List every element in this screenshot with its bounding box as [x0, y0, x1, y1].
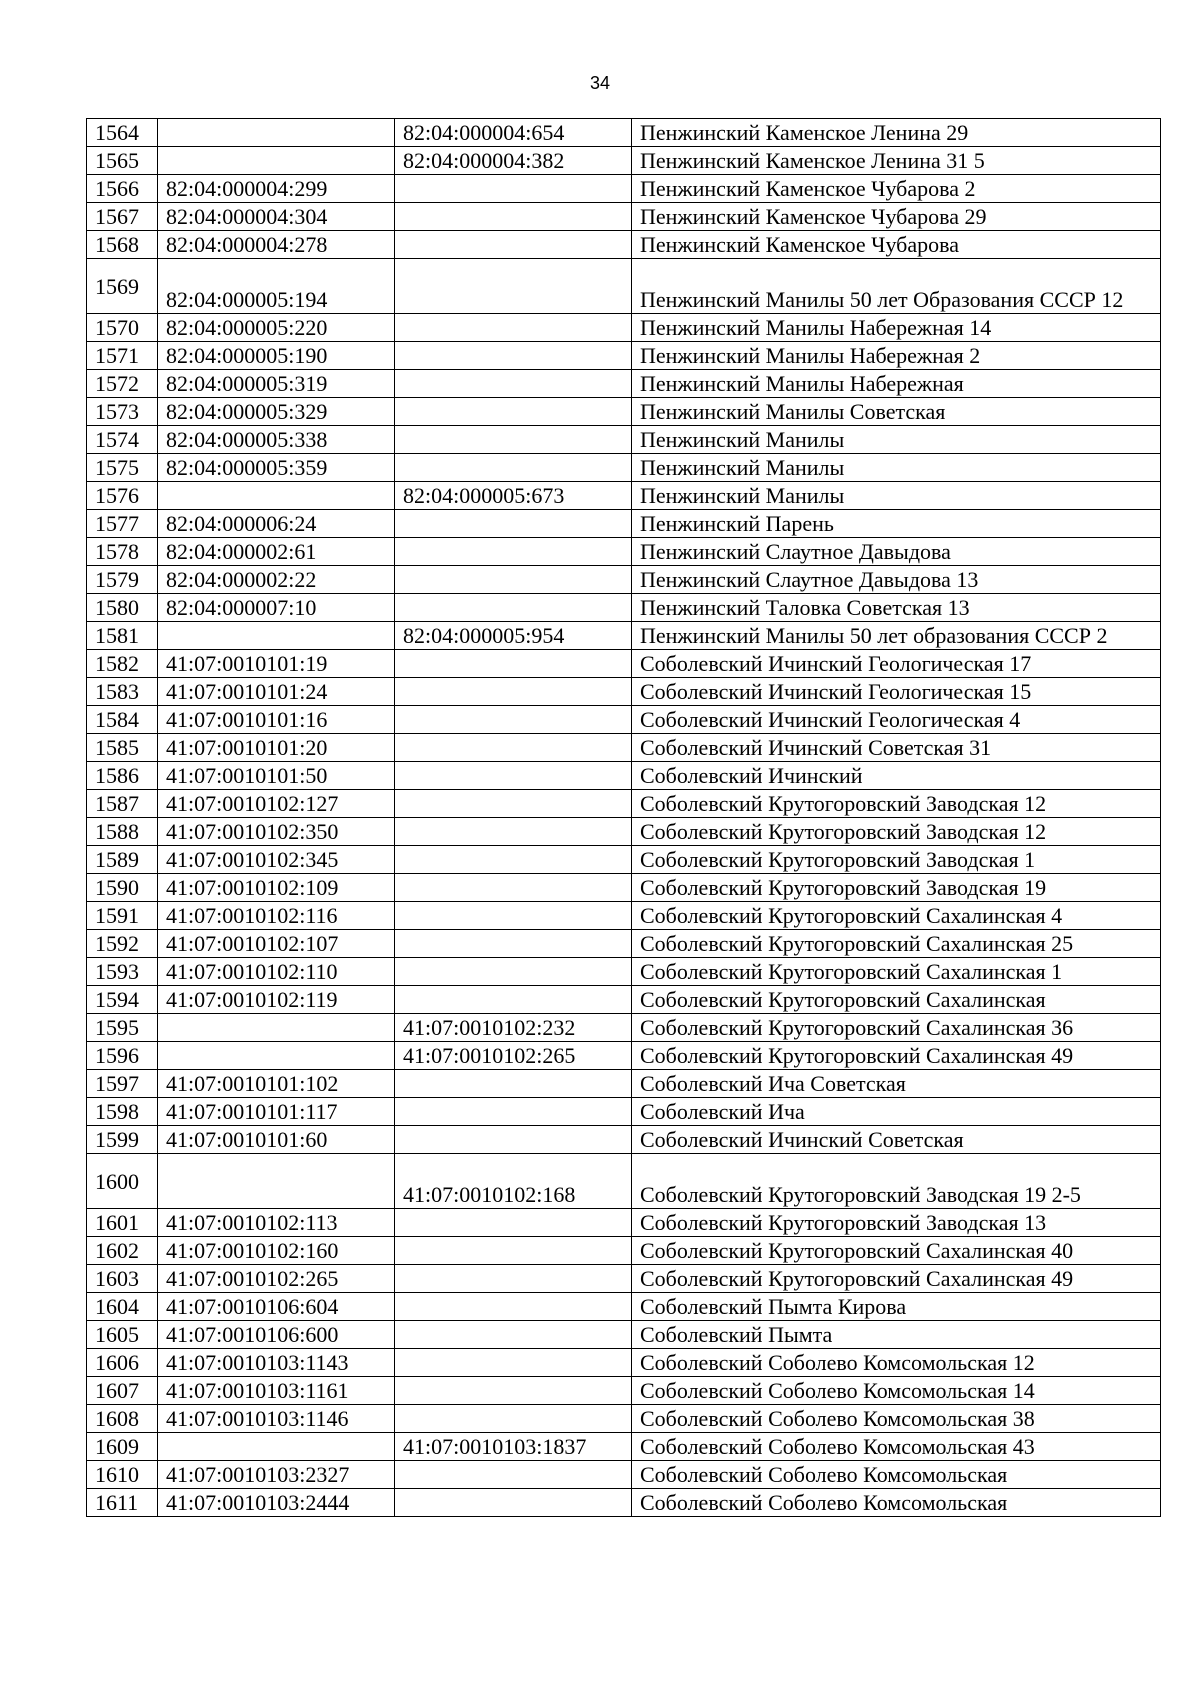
cadastral-number-alt-cell: 41:07:0010102:232 [395, 1014, 632, 1042]
cadastral-number-cell: 41:07:0010102:113 [158, 1209, 395, 1237]
cadastral-number-alt-cell [395, 650, 632, 678]
cadastral-number-alt-cell [395, 510, 632, 538]
cadastral-number-alt-cell [395, 1126, 632, 1154]
row-number-cell: 1610 [87, 1461, 158, 1489]
row-number-cell: 1599 [87, 1126, 158, 1154]
cadastral-number-cell: 41:07:0010102:350 [158, 818, 395, 846]
table-row [87, 986, 1161, 1014]
cadastral-number-cell: 82:04:000005:319 [158, 370, 395, 398]
address-cell: Соболевский Крутогоровский Заводская 19 2-5 [632, 1154, 1161, 1209]
address-cell: Пенжинский Манилы [632, 426, 1161, 454]
row-number-cell: 1589 [87, 846, 158, 874]
cadastral-number-cell [158, 1014, 395, 1042]
table-row [87, 1349, 1161, 1377]
table-row [87, 538, 1161, 566]
address-cell: Соболевский Ичинский Геологическая 17 [632, 650, 1161, 678]
row-number-cell: 1605 [87, 1321, 158, 1349]
row-number-cell: 1575 [87, 454, 158, 482]
cadastral-number-cell: 41:07:0010102:265 [158, 1265, 395, 1293]
address-cell: Соболевский Ичинский Геологическая 15 [632, 678, 1161, 706]
cadastral-number-alt-cell [395, 1405, 632, 1433]
cadastral-number-cell [158, 1042, 395, 1070]
address-cell: Пенжинский Манилы [632, 482, 1161, 510]
row-number-cell: 1572 [87, 370, 158, 398]
row-number-cell: 1590 [87, 874, 158, 902]
address-cell: Пенжинский Каменское Чубарова 2 [632, 175, 1161, 203]
cadastral-number-alt-cell [395, 1321, 632, 1349]
cadastral-number-cell: 41:07:0010102:160 [158, 1237, 395, 1265]
table-row [87, 370, 1161, 398]
cadastral-number-alt-cell [395, 259, 632, 314]
table-row [87, 1377, 1161, 1405]
cadastral-number-alt-cell [395, 902, 632, 930]
row-number-cell: 1598 [87, 1098, 158, 1126]
page-number: 34 [589, 73, 611, 93]
address-cell: Пенжинский Манилы Набережная 14 [632, 314, 1161, 342]
cadastral-number-cell: 82:04:000007:10 [158, 594, 395, 622]
cadastral-number-alt-cell [395, 1237, 632, 1265]
table-row [87, 846, 1161, 874]
row-number-cell: 1565 [87, 147, 158, 175]
cadastral-number-alt-cell [395, 314, 632, 342]
table-row [87, 314, 1161, 342]
row-number-cell: 1574 [87, 426, 158, 454]
address-cell: Соболевский Крутогоровский Сахалинская 36 [632, 1014, 1161, 1042]
table-row [87, 454, 1161, 482]
row-number-cell: 1611 [87, 1489, 158, 1517]
cadastral-number-alt-cell [395, 1461, 632, 1489]
address-cell: Пенжинский Манилы Набережная [632, 370, 1161, 398]
row-number-cell: 1601 [87, 1209, 158, 1237]
cadastral-number-alt-cell [395, 846, 632, 874]
address-cell: Соболевский Соболево Комсомольская 14 [632, 1377, 1161, 1405]
cadastral-number-alt-cell [395, 1377, 632, 1405]
cadastral-number-cell: 41:07:0010103:2444 [158, 1489, 395, 1517]
cadastral-number-cell: 41:07:0010102:109 [158, 874, 395, 902]
table-row [87, 678, 1161, 706]
cadastral-number-cell: 82:04:000006:24 [158, 510, 395, 538]
cadastral-number-cell [158, 1433, 395, 1461]
row-number-cell: 1600 [87, 1154, 158, 1209]
cadastral-number-cell: 82:04:000004:304 [158, 203, 395, 231]
row-number-cell: 1566 [87, 175, 158, 203]
cadastral-number-cell: 41:07:0010101:16 [158, 706, 395, 734]
row-number-cell: 1583 [87, 678, 158, 706]
cadastral-number-cell [158, 147, 395, 175]
table-row [87, 426, 1161, 454]
cadastral-number-cell: 41:07:0010102:127 [158, 790, 395, 818]
row-number-cell: 1573 [87, 398, 158, 426]
cadastral-number-alt-cell [395, 1265, 632, 1293]
cadastral-number-cell: 82:04:000004:299 [158, 175, 395, 203]
table-row [87, 342, 1161, 370]
table-row [87, 874, 1161, 902]
cadastral-number-cell: 41:07:0010101:102 [158, 1070, 395, 1098]
table-row [87, 231, 1161, 259]
row-number-cell: 1570 [87, 314, 158, 342]
address-cell: Соболевский Соболево Комсомольская 43 [632, 1433, 1161, 1461]
cadastral-number-alt-cell [395, 706, 632, 734]
cadastral-number-alt-cell [395, 175, 632, 203]
address-cell: Пенжинский Манилы 50 лет Образования СССР 12 [632, 259, 1161, 314]
table-row [87, 1098, 1161, 1126]
table-row [87, 1070, 1161, 1098]
cadastral-number-alt-cell: 82:04:000004:382 [395, 147, 632, 175]
address-cell: Пенжинский Каменское Чубарова [632, 231, 1161, 259]
table-row [87, 1433, 1161, 1461]
row-number-cell: 1602 [87, 1237, 158, 1265]
cadastral-number-alt-cell [395, 1489, 632, 1517]
address-cell: Соболевский Крутогоровский Сахалинская 25 [632, 930, 1161, 958]
cadastral-number-alt-cell [395, 1070, 632, 1098]
cadastral-number-alt-cell [395, 1349, 632, 1377]
address-cell: Соболевский Крутогоровский Сахалинская 49 [632, 1042, 1161, 1070]
table-row [87, 594, 1161, 622]
row-number-cell: 1582 [87, 650, 158, 678]
address-cell: Соболевский Крутогоровский Сахалинская 40 [632, 1237, 1161, 1265]
table-row [87, 1014, 1161, 1042]
cadastral-number-alt-cell: 82:04:000005:954 [395, 622, 632, 650]
table-row [87, 1489, 1161, 1517]
cadastral-number-cell: 41:07:0010101:19 [158, 650, 395, 678]
cadastral-number-alt-cell [395, 342, 632, 370]
cadastral-number-cell: 82:04:000005:329 [158, 398, 395, 426]
table-row [87, 482, 1161, 510]
address-cell: Соболевский Ича Советская [632, 1070, 1161, 1098]
row-number-cell: 1593 [87, 958, 158, 986]
registry-table [86, 118, 1161, 1517]
row-number-cell: 1592 [87, 930, 158, 958]
address-cell: Соболевский Пымта Кирова [632, 1293, 1161, 1321]
table-row [87, 259, 1161, 314]
cadastral-number-alt-cell [395, 958, 632, 986]
row-number-cell: 1564 [87, 119, 158, 147]
address-cell: Соболевский Соболево Комсомольская [632, 1489, 1161, 1517]
cadastral-number-alt-cell [395, 986, 632, 1014]
cadastral-number-alt-cell [395, 231, 632, 259]
address-cell: Пенжинский Каменское Ленина 29 [632, 119, 1161, 147]
cadastral-number-cell: 41:07:0010106:600 [158, 1321, 395, 1349]
table-row [87, 790, 1161, 818]
row-number-cell: 1578 [87, 538, 158, 566]
row-number-cell: 1581 [87, 622, 158, 650]
table-row [87, 175, 1161, 203]
address-cell: Пенжинский Манилы [632, 454, 1161, 482]
table-row [87, 119, 1161, 147]
address-cell: Пенжинский Каменское Чубарова 29 [632, 203, 1161, 231]
row-number-cell: 1591 [87, 902, 158, 930]
cadastral-number-alt-cell [395, 1209, 632, 1237]
row-number-cell: 1568 [87, 231, 158, 259]
cadastral-number-alt-cell [395, 1098, 632, 1126]
cadastral-number-cell: 82:04:000005:338 [158, 426, 395, 454]
cadastral-number-cell: 41:07:0010102:116 [158, 902, 395, 930]
cadastral-number-cell: 41:07:0010101:20 [158, 734, 395, 762]
cadastral-number-cell [158, 119, 395, 147]
row-number-cell: 1594 [87, 986, 158, 1014]
cadastral-number-cell [158, 1154, 395, 1209]
cadastral-number-cell: 41:07:0010101:50 [158, 762, 395, 790]
cadastral-number-cell: 41:07:0010102:119 [158, 986, 395, 1014]
address-cell: Соболевский Ича [632, 1098, 1161, 1126]
row-number-cell: 1597 [87, 1070, 158, 1098]
address-cell: Соболевский Ичинский Советская 31 [632, 734, 1161, 762]
cadastral-number-alt-cell [395, 762, 632, 790]
row-number-cell: 1580 [87, 594, 158, 622]
address-cell: Пенжинский Каменское Ленина 31 5 [632, 147, 1161, 175]
cadastral-number-alt-cell [395, 818, 632, 846]
address-cell: Пенжинский Слаутное Давыдова [632, 538, 1161, 566]
row-number-cell: 1595 [87, 1014, 158, 1042]
address-cell: Соболевский Крутогоровский Заводская 13 [632, 1209, 1161, 1237]
table-row [87, 1237, 1161, 1265]
table-row [87, 706, 1161, 734]
cadastral-number-cell: 82:04:000005:359 [158, 454, 395, 482]
table-row [87, 1293, 1161, 1321]
table-row [87, 1042, 1161, 1070]
table-row [87, 1321, 1161, 1349]
cadastral-number-alt-cell [395, 538, 632, 566]
cadastral-number-alt-cell: 41:07:0010102:168 [395, 1154, 632, 1209]
address-cell: Пенжинский Манилы 50 лет образования СССР 2 [632, 622, 1161, 650]
row-number-cell: 1606 [87, 1349, 158, 1377]
row-number-cell: 1569 [87, 259, 158, 314]
table-row [87, 510, 1161, 538]
table-row [87, 147, 1161, 175]
cadastral-number-cell [158, 622, 395, 650]
cadastral-number-cell: 41:07:0010103:1146 [158, 1405, 395, 1433]
cadastral-number-alt-cell [395, 1293, 632, 1321]
address-cell: Соболевский Крутогоровский Сахалинская 1 [632, 958, 1161, 986]
row-number-cell: 1588 [87, 818, 158, 846]
row-number-cell: 1603 [87, 1265, 158, 1293]
cadastral-number-alt-cell: 41:07:0010103:1837 [395, 1433, 632, 1461]
cadastral-number-alt-cell: 41:07:0010102:265 [395, 1042, 632, 1070]
cadastral-number-cell: 82:04:000005:220 [158, 314, 395, 342]
cadastral-number-cell: 82:04:000002:61 [158, 538, 395, 566]
address-cell: Соболевский Крутогоровский Заводская 19 [632, 874, 1161, 902]
row-number-cell: 1577 [87, 510, 158, 538]
cadastral-number-alt-cell [395, 203, 632, 231]
table-row [87, 1154, 1161, 1209]
cadastral-number-cell: 82:04:000002:22 [158, 566, 395, 594]
cadastral-number-alt-cell [395, 874, 632, 902]
table-row [87, 1265, 1161, 1293]
cadastral-number-cell: 82:04:000005:190 [158, 342, 395, 370]
table-row [87, 818, 1161, 846]
cadastral-number-cell: 41:07:0010101:117 [158, 1098, 395, 1126]
address-cell: Соболевский Крутогоровский Сахалинская 4 [632, 902, 1161, 930]
table-row [87, 1461, 1161, 1489]
address-cell: Соболевский Ичинский [632, 762, 1161, 790]
cadastral-number-alt-cell [395, 678, 632, 706]
cadastral-number-cell: 41:07:0010102:107 [158, 930, 395, 958]
table-row [87, 650, 1161, 678]
cadastral-number-alt-cell [395, 594, 632, 622]
cadastral-number-alt-cell [395, 426, 632, 454]
table-row [87, 734, 1161, 762]
cadastral-number-alt-cell [395, 790, 632, 818]
row-number-cell: 1567 [87, 203, 158, 231]
cadastral-number-alt-cell [395, 930, 632, 958]
cadastral-number-alt-cell [395, 370, 632, 398]
address-cell: Пенжинский Парень [632, 510, 1161, 538]
table-row [87, 622, 1161, 650]
address-cell: Соболевский Соболево Комсомольская 38 [632, 1405, 1161, 1433]
address-cell: Соболевский Крутогоровский Заводская 1 [632, 846, 1161, 874]
row-number-cell: 1587 [87, 790, 158, 818]
address-cell: Соболевский Пымта [632, 1321, 1161, 1349]
cadastral-number-cell: 41:07:0010101:60 [158, 1126, 395, 1154]
address-cell: Соболевский Крутогоровский Заводская 12 [632, 818, 1161, 846]
table-row [87, 958, 1161, 986]
cadastral-number-alt-cell [395, 566, 632, 594]
table-row [87, 762, 1161, 790]
address-cell: Пенжинский Таловка Советская 13 [632, 594, 1161, 622]
address-cell: Соболевский Соболево Комсомольская 12 [632, 1349, 1161, 1377]
address-cell: Соболевский Крутогоровский Сахалинская [632, 986, 1161, 1014]
address-cell: Пенжинский Манилы Советская [632, 398, 1161, 426]
cadastral-number-cell: 41:07:0010103:1143 [158, 1349, 395, 1377]
row-number-cell: 1608 [87, 1405, 158, 1433]
row-number-cell: 1576 [87, 482, 158, 510]
row-number-cell: 1579 [87, 566, 158, 594]
table-row [87, 930, 1161, 958]
table-row [87, 398, 1161, 426]
address-cell: Соболевский Крутогоровский Сахалинская 49 [632, 1265, 1161, 1293]
cadastral-number-cell: 41:07:0010102:345 [158, 846, 395, 874]
cadastral-number-cell [158, 482, 395, 510]
row-number-cell: 1607 [87, 1377, 158, 1405]
row-number-cell: 1596 [87, 1042, 158, 1070]
cadastral-number-alt-cell [395, 398, 632, 426]
address-cell: Пенжинский Слаутное Давыдова 13 [632, 566, 1161, 594]
address-cell: Соболевский Соболево Комсомольская [632, 1461, 1161, 1489]
row-number-cell: 1571 [87, 342, 158, 370]
address-cell: Пенжинский Манилы Набережная 2 [632, 342, 1161, 370]
address-cell: Соболевский Ичинский Советская [632, 1126, 1161, 1154]
table-row [87, 902, 1161, 930]
table-body [87, 119, 1161, 1517]
cadastral-number-cell: 41:07:0010101:24 [158, 678, 395, 706]
row-number-cell: 1609 [87, 1433, 158, 1461]
address-cell: Соболевский Ичинский Геологическая 4 [632, 706, 1161, 734]
cadastral-number-cell: 41:07:0010103:1161 [158, 1377, 395, 1405]
address-cell: Соболевский Крутогоровский Заводская 12 [632, 790, 1161, 818]
cadastral-number-alt-cell: 82:04:000005:673 [395, 482, 632, 510]
cadastral-number-alt-cell [395, 454, 632, 482]
row-number-cell: 1585 [87, 734, 158, 762]
cadastral-number-alt-cell [395, 734, 632, 762]
table-row [87, 1209, 1161, 1237]
row-number-cell: 1586 [87, 762, 158, 790]
cadastral-number-cell: 41:07:0010102:110 [158, 958, 395, 986]
row-number-cell: 1604 [87, 1293, 158, 1321]
cadastral-number-cell: 41:07:0010106:604 [158, 1293, 395, 1321]
row-number-cell: 1584 [87, 706, 158, 734]
cadastral-number-cell: 82:04:000005:194 [158, 259, 395, 314]
cadastral-number-cell: 41:07:0010103:2327 [158, 1461, 395, 1489]
table-row [87, 203, 1161, 231]
table-row [87, 1405, 1161, 1433]
cadastral-number-alt-cell: 82:04:000004:654 [395, 119, 632, 147]
table-row [87, 1126, 1161, 1154]
table-row [87, 566, 1161, 594]
cadastral-number-cell: 82:04:000004:278 [158, 231, 395, 259]
